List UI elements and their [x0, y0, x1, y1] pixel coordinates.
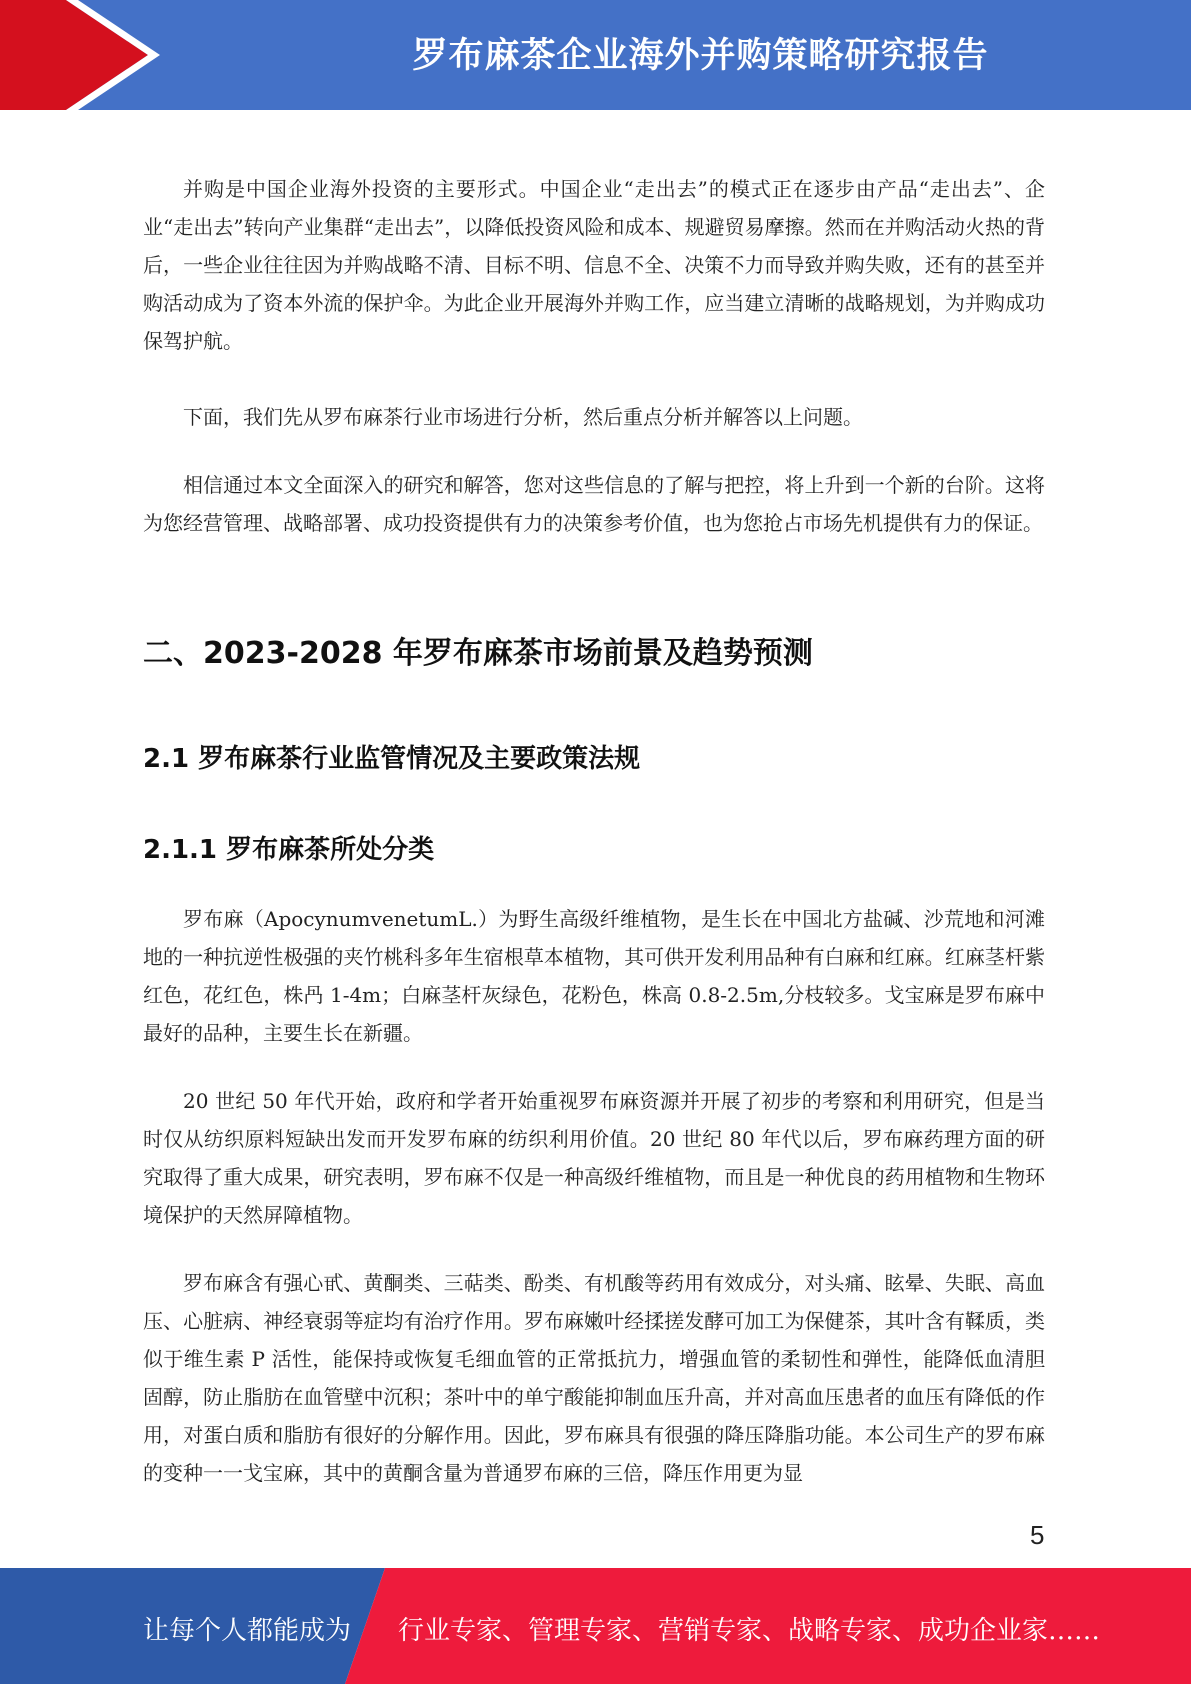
footer-slogan-right: 行业专家、管理专家、营销专家、战略专家、成功企业家……	[398, 1616, 1101, 1646]
report-title: 罗布麻茶企业海外并购策略研究报告	[412, 36, 989, 76]
body-paragraph-2: 20 世纪 50 年代开始，政府和学者开始重视罗布麻资源并开展了初步的考察和利用研究，但是当时仅从纺织原料短缺出发而开发罗布麻的纺织利用价值。20 世纪 80 年代以后，罗布麻药理方面的研究取得了重大成果，研究表明，罗布麻不仅是一种高级纤维植物，而且是一种优良的药用植物和生物环境保护的天然屏障植物。	[143, 1089, 1045, 1227]
sub-subsection-heading: 2.1.1 罗布麻茶所处分类	[143, 835, 435, 865]
intro-paragraph-1: 并购是中国企业海外投资的主要形式。中国企业“走出去”的模式正在逐步由产品“走出去”、企业“走出去”转向产业集群“走出去”，以降低投资风险和成本、规避贸易摩擦。然而在并购活动火热的背后，一些企业往往因为并购战略不清、目标不明、信息不全、决策不力而导致并购失败，还有的甚至并购活动成为了资本外流的保护伞。为此企业开展海外并购工作，应当建立清晰的战略规划，为并购成功保驾护航。	[143, 177, 1045, 353]
section-heading: 二、2023-2028 年罗布麻茶市场前景及趋势预测	[143, 636, 813, 671]
page-footer	[0, 1568, 1191, 1684]
page-header	[0, 0, 1191, 110]
footer-slogan-left: 让每个人都能成为	[143, 1616, 352, 1646]
page-number: 5	[1030, 1520, 1045, 1550]
intro-paragraph-2: 下面，我们先从罗布麻茶行业市场进行分析，然后重点分析并解答以上问题。	[183, 405, 863, 429]
subsection-heading: 2.1 罗布麻茶行业监管情况及主要政策法规	[143, 744, 641, 774]
body-paragraph-3: 罗布麻含有强心甙、黄酮类、三萜类、酚类、有机酸等药用有效成分，对头痛、眩晕、失眠、高血压、心脏病、神经衰弱等症均有治疗作用。罗布麻嫩叶经揉搓发酵可加工为保健茶，其叶含有鞣质，类似于维生素 P 活性，能保持或恢复毛细血管的正常抵抗力，增强血管的柔韧性和弹性，能降低血清胆固醇，防止脂肪在血管壁中沉积；茶叶中的单宁酸能抑制血压升高，并对高血压患者的血压有降低的作用，对蛋白质和脂肪有很好的分解作用。因此，罗布麻具有很强的降压降脂功能。本公司生产的罗布麻的变种一一戈宝麻，其中的黄酮含量为普通罗布麻的三倍，降压作用更为显	[143, 1271, 1045, 1485]
intro-section	[143, 170, 1045, 542]
body-section	[143, 900, 1045, 1492]
intro-paragraph-3: 相信通过本文全面深入的研究和解答，您对这些信息的了解与把控，将上升到一个新的台阶。这将为您经营管理、战略部署、成功投资提供有力的决策参考价值，也为您抢占市场先机提供有力的保证。	[143, 473, 1045, 535]
body-paragraph-1: 罗布麻（ApocynumvenetumL.）为野生高级纤维植物，是生长在中国北方盐碱、沙荒地和河滩地的一种抗逆性极强的夹竹桃科多年生宿根草本植物，其可供开发利用品种有白麻和红麻。红麻茎杆紫红色，花红色，株冎 1-4m；白麻茎杆灰绿色，花粉色，株高 0.8-2.5m,分枝较多。戈宝麻是罗布麻中最好的品种，主要生长在新疆。	[143, 907, 1045, 1045]
